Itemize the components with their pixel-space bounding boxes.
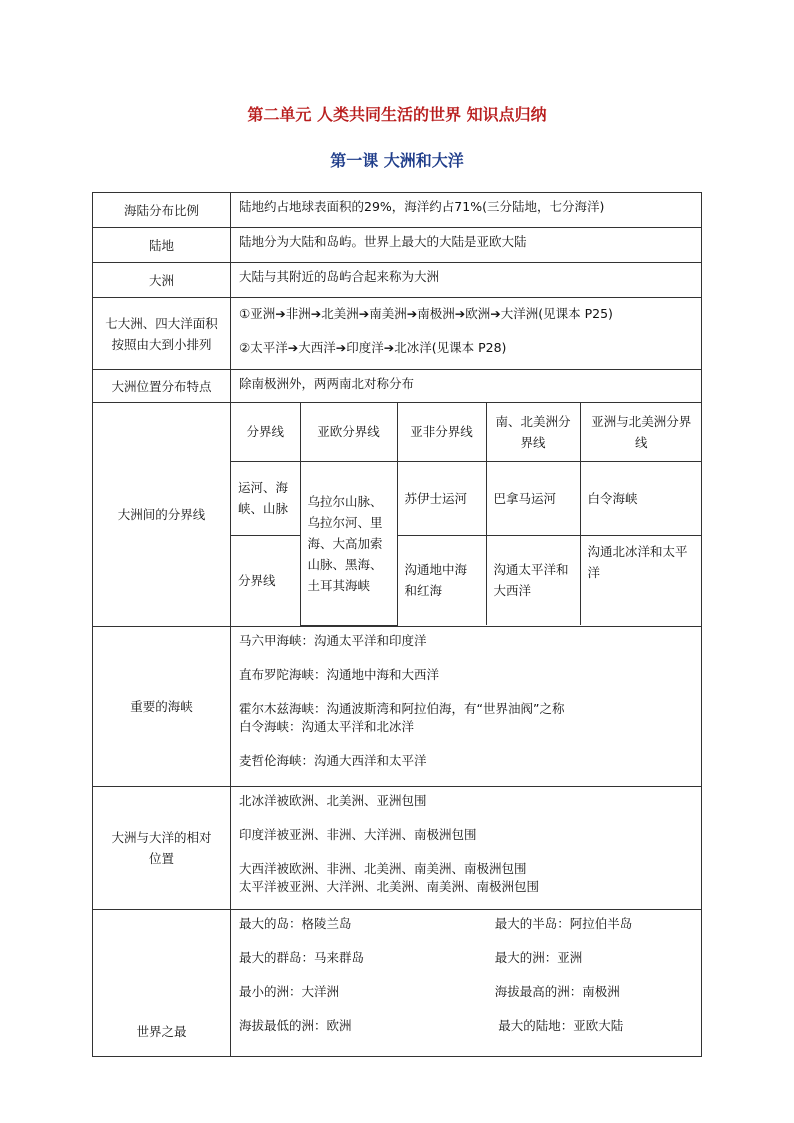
record-pair: [239, 949, 693, 983]
record-item: 最大的洲：亚洲: [494, 949, 583, 965]
row-area-order: [93, 298, 702, 370]
boundaries-header-row: [231, 403, 702, 461]
continent-name: 北美洲: [321, 306, 359, 321]
record-item: 最大的群岛：马来群岛: [239, 949, 365, 965]
arrow-right-icon: ➔: [406, 306, 418, 321]
ocean-name: 大西洋: [298, 340, 336, 355]
boundaries-header: 南、北美洲分界线: [486, 403, 580, 461]
boundaries-header: 亚欧分界线: [300, 403, 397, 461]
relative-item: 大西洋被欧洲、非洲、北美洲、南美洲、南极洲包围: [239, 860, 527, 876]
label-relative-line2: 位置: [148, 850, 174, 866]
row-land-sea-ratio: [93, 193, 702, 228]
eurasia-boundary: 乌拉尔山脉、乌拉尔河、里海、大高加索山脉、黑海、土耳其海峡: [300, 461, 397, 625]
record-item: 最小的洲：大洋洲: [239, 983, 340, 999]
strait-item: 白令海峡：沟通太平洋和北冰洋: [239, 718, 415, 734]
record-item: 最大的岛：格陵兰岛: [239, 915, 352, 931]
asia-namerica-boundary: 白令海峡: [580, 461, 702, 535]
label-area-order-line1: 七大洲、四大洋面积: [105, 315, 218, 331]
strait-item: 直布罗陀海峡：沟通地中海和大西洋: [239, 666, 440, 682]
record-pair: [239, 1017, 693, 1051]
relative-item: 北冰洋被欧洲、北美洲、亚洲包围: [239, 792, 427, 808]
continent-name: 南美洲: [369, 306, 407, 321]
document-title: 第二单元 人类共同生活的世界 知识点归纳: [247, 105, 547, 124]
row-straits: [93, 626, 702, 786]
relative-item: 太平洋被亚洲、大洋洲、北美洲、南美洲、南极洲包围: [239, 878, 540, 894]
relative-item: 印度洋被亚洲、非洲、大洋洲、南极洲包围: [239, 826, 477, 842]
arrow-right-icon: ➔: [275, 306, 286, 321]
arrow-right-icon: ➔: [310, 306, 322, 321]
arrow-right-icon: ➔: [454, 306, 466, 321]
continent-order-line: ①亚洲➔非洲➔北美洲➔南美洲➔南极洲➔欧洲➔大洋洲(见课本 P25): [239, 306, 613, 321]
row-relative-position: [93, 786, 702, 909]
ocean-name: 印度洋: [346, 340, 384, 355]
arrow-right-icon: ➔: [383, 340, 395, 355]
label-relative-position: [93, 786, 231, 909]
value-position: 除南极洲外，两两南北对称分布: [231, 370, 702, 403]
row-boundaries: [93, 403, 702, 627]
arrow-right-icon: ➔: [358, 306, 370, 321]
value-continent: 大陆与其附近的岛屿合起来称为大洲: [231, 263, 702, 298]
record-pair: [239, 915, 693, 949]
boundaries-row-label: 运河、海峡、山脉: [231, 461, 300, 535]
boundaries-table: [231, 403, 702, 626]
strait-item: 马六甲海峡：沟通太平洋和印度洋: [239, 632, 427, 648]
row-world-records: [93, 909, 702, 1056]
row-continent: [93, 263, 702, 298]
ocean-order-line: ②太平洋➔大西洋➔印度洋➔北冰洋(见课本 P28): [239, 340, 507, 355]
row-land: [93, 228, 702, 263]
record-item: 最大的陆地：亚欧大陆: [498, 1017, 624, 1033]
bering-connects: 沟通北冰洋和太平洋: [580, 535, 702, 625]
continent-name: 非洲: [285, 306, 311, 321]
knowledge-table: [92, 192, 702, 1057]
strait-item: 霍尔木兹海峡：沟通波斯湾和阿拉伯海，有“世界油阀”之称: [239, 700, 565, 716]
value-straits: [231, 626, 702, 786]
label-straits: 重要的海峡: [93, 626, 231, 786]
strait-item: 麦哲伦海峡：沟通大西洋和太平洋: [239, 752, 427, 768]
label-boundaries: 大洲间的分界线: [93, 403, 231, 627]
ocean-sequence: [250, 340, 432, 355]
boundaries-header: 亚非分界线: [397, 403, 486, 461]
ocean-name: 北冰洋: [394, 340, 432, 355]
ocean-name: 太平洋: [250, 340, 288, 355]
boundaries-row-label: 分界线: [231, 535, 300, 625]
boundaries-row-features: [231, 461, 702, 535]
label-position: 大洲位置分布特点: [93, 370, 231, 403]
label-world-records: 世界之最: [93, 909, 231, 1056]
continent-name: 欧洲: [465, 306, 491, 321]
asia-africa-boundary: 苏伊士运河: [397, 461, 486, 535]
continent-name: 亚洲: [250, 306, 276, 321]
boundaries-header: 分界线: [231, 403, 300, 461]
label-land: 陆地: [93, 228, 231, 263]
value-area-order: [231, 298, 702, 370]
panama-connects: 沟通太平洋和大西洋: [486, 535, 580, 625]
arrow-right-icon: ➔: [287, 340, 299, 355]
value-land: 陆地分为大陆和岛屿。世界上最大的大陆是亚欧大陆: [231, 228, 702, 263]
label-relative-line1: 大洲与大洋的相对: [111, 829, 212, 845]
record-pair: [239, 983, 693, 1017]
arrow-right-icon: ➔: [335, 340, 347, 355]
label-continent: 大洲: [93, 263, 231, 298]
label-land-sea-ratio: 海陆分布比例: [93, 193, 231, 228]
boundaries-header: 亚洲与北美洲分界线: [580, 403, 702, 461]
boundaries-cell: [231, 403, 702, 627]
continent-sequence: [250, 306, 538, 321]
arrow-right-icon: ➔: [490, 306, 501, 321]
record-item: 最大的半岛：阿拉伯半岛: [494, 915, 633, 931]
record-item: 海拔最高的洲：南极洲: [494, 983, 620, 999]
continent-name: 大洋洲: [500, 306, 539, 321]
suez-connects: 沟通地中海和红海: [397, 535, 486, 625]
label-area-order: [93, 298, 231, 370]
value-relative-position: [231, 786, 702, 909]
value-world-records: [231, 909, 702, 1056]
row-position: [93, 370, 702, 403]
record-item: 海拔最低的洲：欧洲: [239, 1017, 352, 1033]
continent-name: 南极洲: [417, 306, 455, 321]
label-area-order-line2: 按照由大到小排列: [111, 336, 212, 352]
lesson-title: 第一课 大洲和大洋: [330, 151, 464, 170]
americas-boundary: 巴拿马运河: [486, 461, 580, 535]
value-land-sea-ratio: 陆地约占地球表面积的29%，海洋约占71%(三分陆地，七分海洋): [231, 193, 702, 228]
